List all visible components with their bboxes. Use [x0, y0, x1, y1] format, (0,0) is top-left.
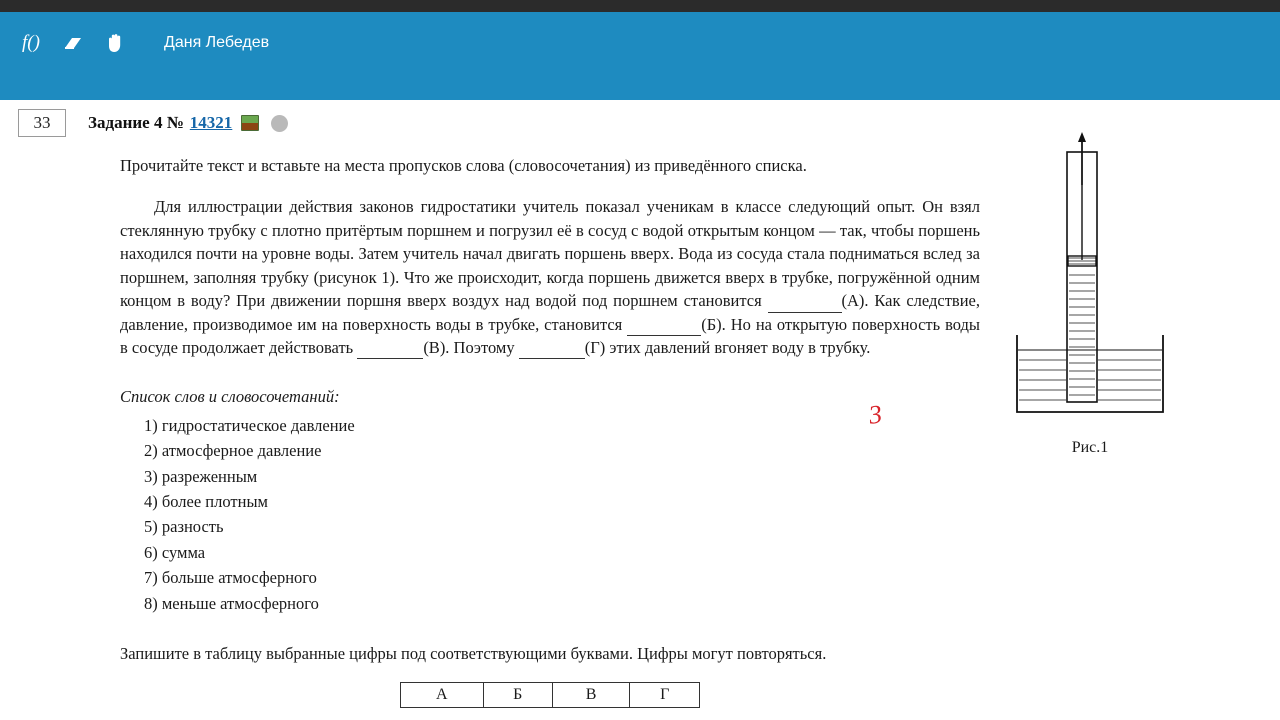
list-item[interactable]: 6) сумма [144, 542, 206, 562]
task-number-box: 33 [18, 109, 66, 137]
app-toolbar [0, 12, 1280, 100]
task-label-a: (А). Как следствие, давление, производимое им на поверхность воды в трубке, становится [120, 291, 980, 334]
table-row [401, 682, 700, 708]
task-instruction: Прочитайте текст и вставьте на места пропусков слова (словосочетания) из приведённого списка. [120, 156, 807, 175]
function-icon[interactable]: f() [22, 32, 40, 53]
figure-hydrostatics-tube-experiment [1005, 130, 1175, 457]
task-body-paragraph [120, 195, 980, 359]
answer-header-d: Г [630, 682, 700, 708]
user-name-label: Даня Лебедев [164, 34, 270, 51]
task-label-b: (Б). Но на открытую поверхность воды в сосуде продолжает действовать [120, 314, 981, 357]
blank-c[interactable] [357, 344, 423, 359]
task-label-c: (В). Поэтому [423, 337, 519, 357]
list-item[interactable]: 2) атмосферное давление [144, 441, 322, 461]
list-item[interactable]: 5) разность [144, 517, 224, 537]
task-id-link[interactable]: 14321 [189, 113, 233, 132]
book-icon[interactable] [241, 115, 259, 131]
list-item[interactable]: 1) гидростатическое давление [144, 415, 355, 435]
list-item[interactable]: 7) больше атмосферного [144, 568, 317, 588]
word-list-title: Список слов и словосочетаний: [120, 387, 340, 407]
list-item[interactable]: 3) разреженным [144, 466, 258, 486]
hydrostatics-tube-icon [1005, 130, 1175, 430]
eraser-icon[interactable] [52, 26, 94, 60]
answer-header-a: А [401, 682, 484, 708]
window-top-bar [0, 0, 1280, 12]
handwritten-annotation: 3 [866, 399, 884, 430]
task-label-d: (Г) этих давлений вгоняет воду в трубку. [584, 337, 871, 357]
figure-caption: Рис.1 [1071, 439, 1109, 456]
list-item[interactable]: 8) меньше атмосферного [144, 593, 319, 613]
answer-table [400, 682, 700, 709]
blank-b[interactable] [627, 321, 701, 336]
document-page [0, 100, 1280, 720]
status-circle-icon[interactable] [271, 115, 288, 132]
blank-d[interactable] [519, 344, 585, 359]
task-closing-text: Запишите в таблицу выбранные цифры под соответствующими буквами. Цифры могут повторяться. [120, 644, 827, 664]
hand-icon[interactable] [94, 26, 136, 60]
answer-header-b: Б [483, 682, 552, 708]
blank-a[interactable] [768, 298, 842, 313]
task-title: Задание 4 № [88, 113, 184, 132]
word-list [120, 413, 980, 616]
answer-header-c: В [552, 682, 630, 708]
task-body-part1: Для иллюстрации действия законов гидростатики учитель показал ученикам в классе следующий опыт. Он взял стеклянную трубку с плотно притёртым поршнем и погрузил её в сосуд с водой открытым концом — так, чтобы поршень находился почти на уровне воды. Затем учитель начал двигать поршень вверх. Вода из сосуда стала подниматься вслед за поршнем, заполняя трубку (рисунок 1). Что же происходит, когда поршень движется вверх в трубке, погружённой одним концом в воду? При движении поршня вверх воздух над водой под поршнем становится [120, 197, 980, 311]
list-item[interactable]: 4) более плотным [144, 492, 268, 512]
